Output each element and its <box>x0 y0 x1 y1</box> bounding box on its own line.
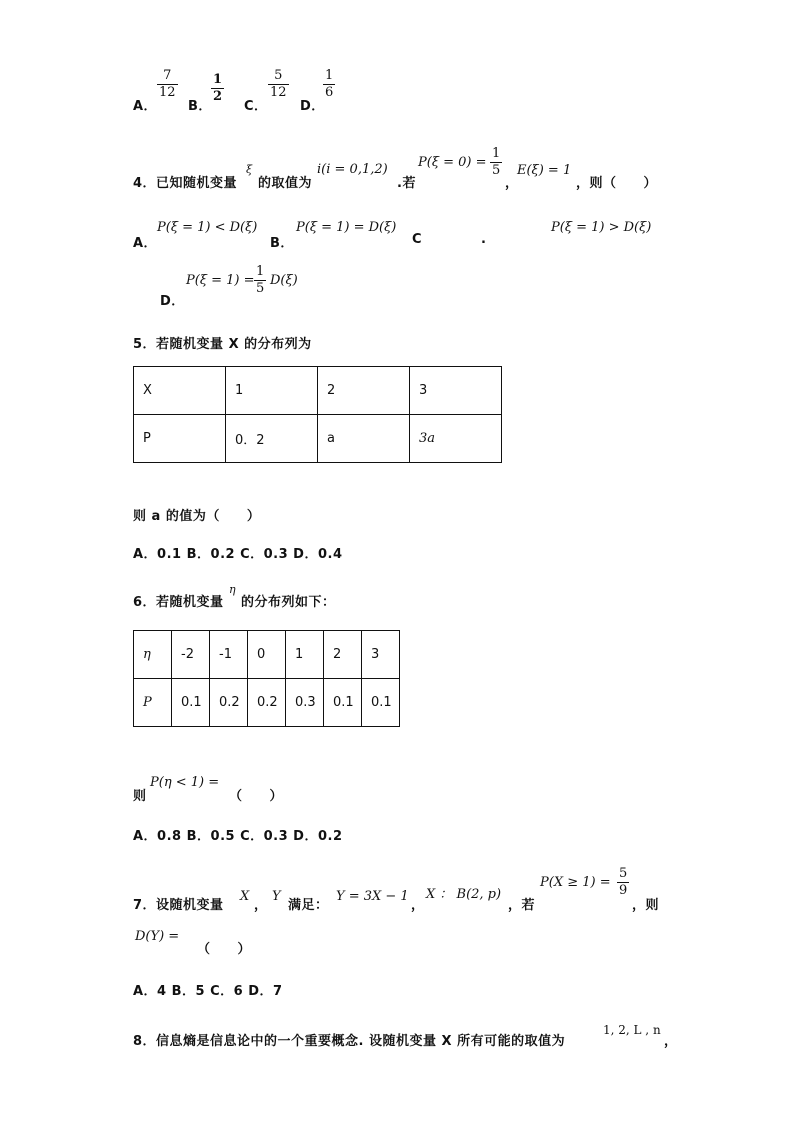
table-cell: 0.1 <box>324 679 362 727</box>
q3-option-d-label: D． <box>300 99 325 114</box>
q7-y-var: Y <box>272 889 281 904</box>
table-cell: 2 <box>318 367 410 415</box>
q3-a-denominator: 12 <box>159 85 176 100</box>
q6-ask-paren: （ ） <box>229 789 284 804</box>
q3-option-a-fraction <box>157 68 178 101</box>
table-cell: 0 <box>248 631 286 679</box>
table-cell: P <box>134 415 226 463</box>
q4-stem-end: ，则（ ） <box>576 176 658 191</box>
table-cell: 0．2 <box>226 415 318 463</box>
q4-stem-prefix: 4．已知随机变量 <box>133 176 238 191</box>
q3-d-numerator: 1 <box>325 68 334 83</box>
q5-ask: 则 a 的值为（ ） <box>133 509 261 524</box>
q7-dy-expr: D(Y) = <box>135 929 180 944</box>
table-cell: 0.2 <box>210 679 248 727</box>
q3-option-c-label: C． <box>244 99 268 114</box>
q6-eta-symbol: η <box>229 583 236 596</box>
q6-ask-prefix: 则 <box>133 789 147 804</box>
q3-option-b-fraction <box>211 72 224 105</box>
q4-stem-mid: 的取值为 <box>258 176 313 191</box>
table-cell: X <box>134 367 226 415</box>
q4-comma: ， <box>505 176 519 191</box>
q7-x-var: X <box>240 889 250 904</box>
table-cell: P <box>134 679 172 727</box>
table-row <box>134 631 400 679</box>
table-cell: 0.1 <box>172 679 210 727</box>
q8-end-comma: ， <box>664 1034 678 1049</box>
q3-a-numerator: 7 <box>157 68 178 85</box>
q7-binomial: X ： B(2, p) <box>426 887 502 902</box>
q5-options: A．0.1 B．0.2 C．0.3 D．0.4 <box>133 547 343 562</box>
table-cell: 1 <box>226 367 318 415</box>
q3-c-numerator: 5 <box>268 68 289 85</box>
q8-values: 1, 2, L , n <box>603 1023 661 1037</box>
q4-option-d-fraction <box>254 264 266 297</box>
table-cell: 1 <box>286 631 324 679</box>
table-cell: 2 <box>324 631 362 679</box>
q5-distribution-table <box>133 366 502 463</box>
q7-relation: Y = 3X − 1 <box>336 889 409 904</box>
q4-p0-fraction <box>490 146 502 179</box>
table-cell: η <box>134 631 172 679</box>
q4-option-d-rhs: D(ξ) <box>270 273 298 288</box>
q7-paren: （ ） <box>197 942 252 957</box>
q4-option-d-label: D． <box>160 294 185 309</box>
q3-c-denominator: 12 <box>270 85 287 100</box>
q7-p-fraction <box>617 866 629 899</box>
table-cell: 0.1 <box>362 679 400 727</box>
q4-option-b-expr: P(ξ = 1) = D(ξ) <box>296 220 397 235</box>
q4-option-c-expr: P(ξ = 1) > D(ξ) <box>551 220 652 235</box>
q7-ruo: ，若 <box>508 898 536 913</box>
q4-option-a-label: A． <box>133 236 158 251</box>
table-cell: -2 <box>172 631 210 679</box>
q3-option-b-label: B． <box>188 99 212 114</box>
q4-option-a-expr: P(ξ = 1) < D(ξ) <box>157 220 258 235</box>
q6-stem-end: 的分布列如下： <box>241 595 336 610</box>
table-cell: 3 <box>410 367 502 415</box>
q3-d-denominator: 6 <box>325 85 334 100</box>
q7-comma: ， <box>254 898 268 913</box>
q5-stem: 5．若随机变量 X 的分布列为 <box>133 337 312 352</box>
q7-satisfy: 满足： <box>288 898 329 913</box>
q4-p0-numerator: 1 <box>492 146 501 161</box>
q4-xi-symbol: ξ <box>246 163 253 176</box>
table-cell: -1 <box>210 631 248 679</box>
table-cell: a <box>318 415 410 463</box>
table-row <box>134 679 400 727</box>
q7-p-numerator: 5 <box>619 866 628 881</box>
q6-distribution-table <box>133 630 400 727</box>
q4-d-denominator: 5 <box>256 281 265 296</box>
table-row <box>134 415 502 463</box>
q6-stem-prefix: 6．若随机变量 <box>133 595 224 610</box>
q4-option-d-lhs: P(ξ = 1) = <box>186 273 255 288</box>
q4-option-c-label: C <box>412 232 423 247</box>
q6-ask-expr: P(η < 1) = <box>150 775 220 790</box>
q7-options: A．4 B．5 C．6 D．7 <box>133 984 283 999</box>
q3-option-c-fraction <box>268 68 289 101</box>
q7-comma-2: ， <box>411 898 425 913</box>
q3-b-denominator: 2 <box>213 89 223 104</box>
q4-expectation: E(ξ) = 1 <box>517 163 572 178</box>
q8-stem: 8．信息熵是信息论中的一个重要概念. 设随机变量 X 所有可能的取值为 <box>133 1034 566 1049</box>
q3-option-a-label: A． <box>133 99 158 114</box>
q3-option-d-fraction <box>323 68 335 101</box>
q7-p-denominator: 9 <box>619 883 628 898</box>
q6-options: A．0.8 B．0.5 C．0.3 D．0.2 <box>133 829 343 844</box>
table-cell: 3 <box>362 631 400 679</box>
q4-stem-ruo: .若 <box>397 176 416 191</box>
q7-then: ，则 <box>632 898 660 913</box>
q4-p0-denominator: 5 <box>492 163 501 178</box>
q3-b-numerator: 1 <box>213 72 223 87</box>
table-cell: 0.2 <box>248 679 286 727</box>
q4-option-b-label: B． <box>270 236 294 251</box>
q4-d-numerator: 1 <box>256 264 265 279</box>
table-cell: 0.3 <box>286 679 324 727</box>
q4-option-c-dot: . <box>481 232 487 247</box>
q7-p-lhs: P(X ≥ 1) = <box>540 875 611 890</box>
q7-stem-prefix: 7．设随机变量 <box>133 898 224 913</box>
q4-values-expr: i(i = 0,1,2) <box>317 162 388 177</box>
q4-p0-lhs: P(ξ = 0) = <box>418 155 487 170</box>
table-cell: 3a <box>410 415 502 463</box>
table-row <box>134 367 502 415</box>
